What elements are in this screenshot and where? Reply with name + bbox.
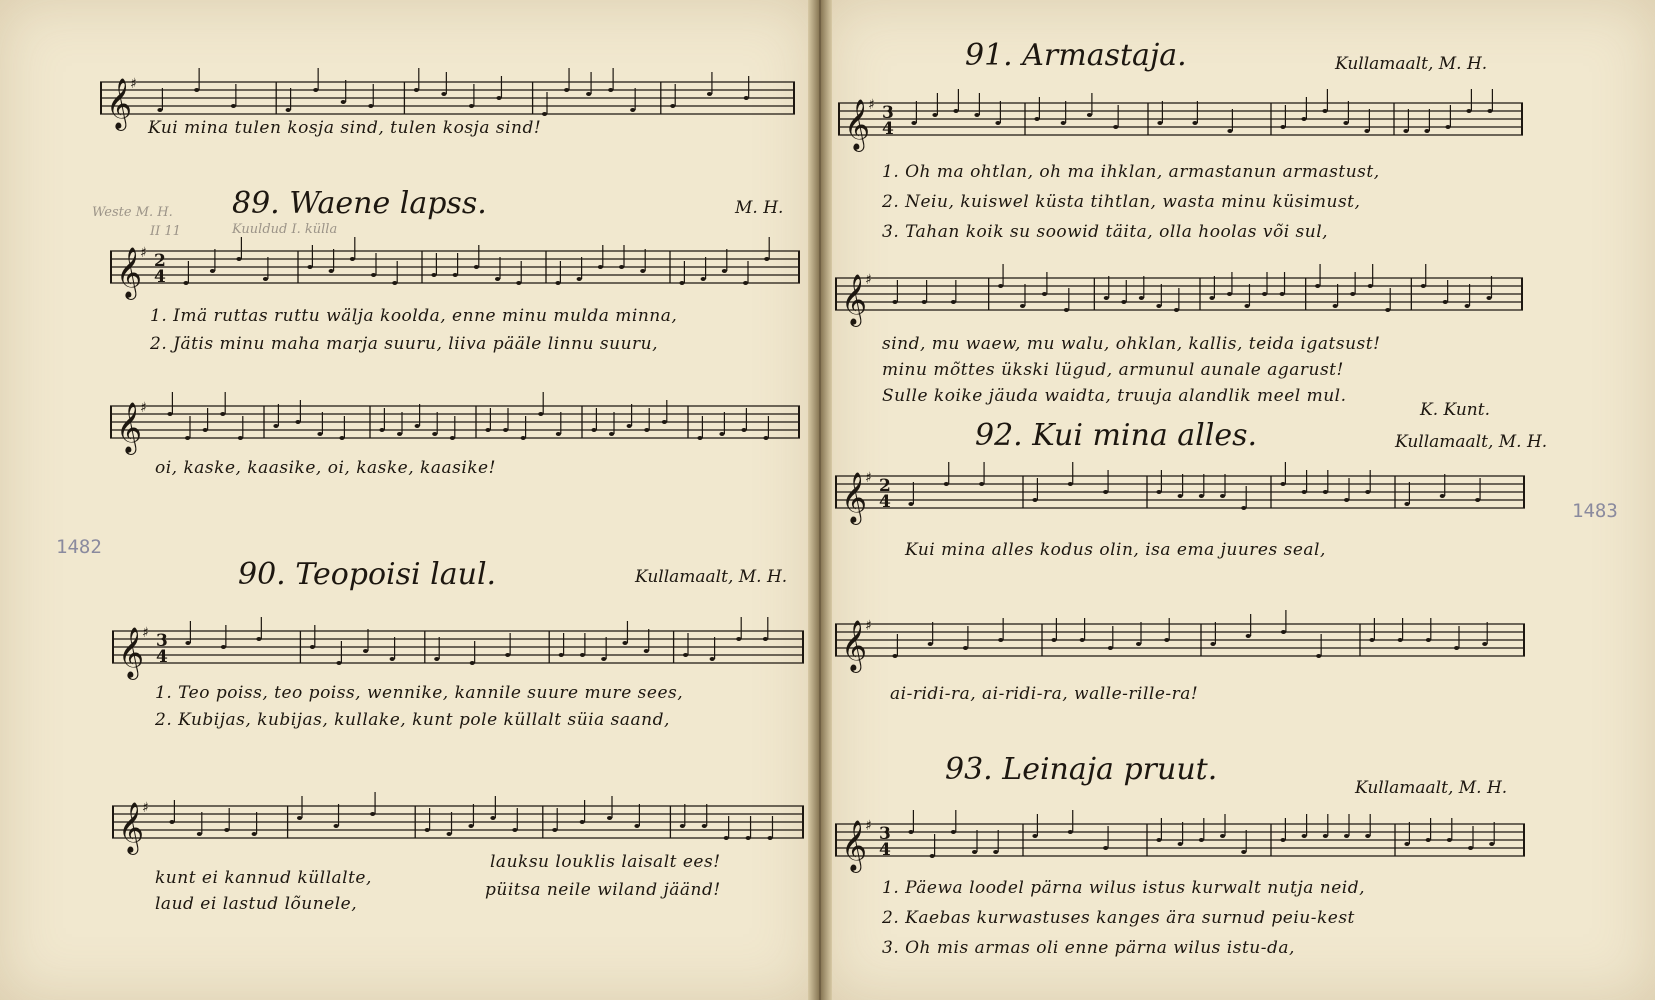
music-staff xyxy=(835,272,1523,325)
treble-clef: 𝄞 xyxy=(116,247,143,298)
song-title xyxy=(965,38,1187,73)
music-staff xyxy=(838,97,1523,150)
key-sharp: ♯ xyxy=(130,76,137,92)
key-sharp: ♯ xyxy=(865,272,872,288)
song-title-text: Teopoisi laul. xyxy=(295,557,497,592)
key-sharp: ♯ xyxy=(868,97,875,113)
time-signature-bottom: 4 xyxy=(882,119,894,139)
lyric-line: 1. Teo poiss, teo poiss, wennike, kannile suure mure sees, xyxy=(155,683,684,703)
key-sharp: ♯ xyxy=(142,800,149,816)
time-signature-top: 2 xyxy=(879,476,891,496)
music-staff xyxy=(835,470,1525,523)
song-title xyxy=(945,752,1217,787)
key-sharp: ♯ xyxy=(140,245,147,261)
key-sharp: ♯ xyxy=(865,818,872,834)
treble-clef: 𝄞 xyxy=(106,78,133,129)
song-number: 93. xyxy=(945,752,993,787)
lyric-line: Kui mina tulen kosja sind, tulen kosja sind! xyxy=(148,118,542,138)
treble-clef: 𝄞 xyxy=(841,472,868,523)
lyric-line: Sulle koike jäuda waidta, truuja alandlik meel mul. xyxy=(882,386,1347,406)
music-staff xyxy=(112,625,804,678)
key-sharp: ♯ xyxy=(142,625,149,641)
lyric-line: 2. Kubijas, kubijas, kullake, kunt pole küllalt süia saand, xyxy=(155,710,670,730)
lyric-line: minu mõttes ükski lügud, armunul aunale agarust! xyxy=(882,360,1344,380)
key-sharp: ♯ xyxy=(140,400,147,416)
lyric-line: 3. Tahan koik su soowid täita, olla hoolas või sul, xyxy=(882,222,1329,242)
music-staff xyxy=(110,245,800,298)
music-staff xyxy=(110,400,800,453)
time-signature-bottom: 4 xyxy=(156,647,168,667)
song-title-text: Leinaja pruut. xyxy=(1002,752,1218,787)
time-signature-bottom: 4 xyxy=(879,492,891,512)
lyric-line: lauksu louklis laisalt ees! xyxy=(490,852,721,872)
key-sharp: ♯ xyxy=(865,618,872,634)
archive-stamp: 1483 xyxy=(1572,500,1618,522)
song-attribution: Kullamaalt, M. H. xyxy=(1355,778,1508,798)
treble-clef: 𝄞 xyxy=(841,274,868,325)
lyric-line: 2. Neiu, kuiswel küsta tihtlan, wasta minu küsimust, xyxy=(882,192,1361,212)
song-attribution: Kullamaalt, M. H. xyxy=(635,567,788,587)
lyric-line: ai-ridi-ra, ai-ridi-ra, walle-rille-ra! xyxy=(890,684,1199,704)
song-number: 91. xyxy=(965,38,1013,73)
song-title xyxy=(975,418,1257,453)
song-number: 92. xyxy=(975,418,1023,453)
pencil-note: Kuuldud I. külla xyxy=(232,222,338,237)
lyric-line: püitsa neile wiland jäänd! xyxy=(485,880,721,900)
song-title-text: Waene lapss. xyxy=(289,186,487,221)
archive-stamp: 1482 xyxy=(56,536,102,558)
music-staff xyxy=(835,818,1525,871)
lyric-line: oi, kaske, kaasike, oi, kaske, kaasike! xyxy=(155,458,496,478)
time-signature-top: 3 xyxy=(882,103,894,123)
lyric-line: kunt ei kannud küllalte, xyxy=(155,868,372,888)
time-signature-top: 3 xyxy=(879,824,891,844)
music-staff xyxy=(835,618,1525,671)
time-signature-top: 2 xyxy=(154,251,166,271)
lyric-line: 3. Oh mis armas oli enne pärna wilus istu-da, xyxy=(882,938,1295,958)
song-signature: K. Kunt. xyxy=(1420,400,1490,420)
treble-clef: 𝄞 xyxy=(841,820,868,871)
song-attribution: M. H. xyxy=(735,198,784,218)
song-title-text: Kui mina alles. xyxy=(1032,418,1258,453)
time-signature-top: 3 xyxy=(156,631,168,651)
song-title xyxy=(232,186,487,221)
song-number: 90. xyxy=(238,557,286,592)
time-signature-bottom: 4 xyxy=(154,267,166,287)
pencil-note: Weste M. H. xyxy=(92,205,173,220)
treble-clef: 𝄞 xyxy=(118,627,145,678)
lyric-line: Kui mina alles kodus olin, isa ema juures seal, xyxy=(905,540,1326,560)
treble-clef: 𝄞 xyxy=(118,802,145,853)
lyric-line: 1. Päewa loodel pärna wilus istus kurwalt nutja neid, xyxy=(882,878,1365,898)
music-staff xyxy=(112,800,804,853)
song-title-text: Armastaja. xyxy=(1022,38,1187,73)
lyric-line: 1. Oh ma ohtlan, oh ma ihklan, armastanun armastust, xyxy=(882,162,1380,182)
treble-clef: 𝄞 xyxy=(116,402,143,453)
lyric-line: sind, mu waew, mu walu, ohklan, kallis, teida igatsust! xyxy=(882,334,1381,354)
song-title xyxy=(238,557,496,592)
time-signature-bottom: 4 xyxy=(879,840,891,860)
key-sharp: ♯ xyxy=(865,470,872,486)
treble-clef: 𝄞 xyxy=(844,99,871,150)
song-attribution: Kullamaalt, M. H. xyxy=(1395,432,1548,452)
book-gutter xyxy=(808,0,832,1000)
lyric-line: 2. Kaebas kurwastuses kanges ära surnud peiu-kest xyxy=(882,908,1355,928)
song-number: 89. xyxy=(232,186,280,221)
song-attribution: Kullamaalt, M. H. xyxy=(1335,54,1488,74)
pencil-note: II 11 xyxy=(150,224,181,239)
lyric-line: laud ei lastud lõunele, xyxy=(155,894,358,914)
treble-clef: 𝄞 xyxy=(841,620,868,671)
lyric-line: 2. Jätis minu maha marja suuru, liiva pääle linnu suuru, xyxy=(150,334,659,354)
lyric-line: 1. Imä ruttas ruttu wälja koolda, enne minu mulda minna, xyxy=(150,306,678,326)
